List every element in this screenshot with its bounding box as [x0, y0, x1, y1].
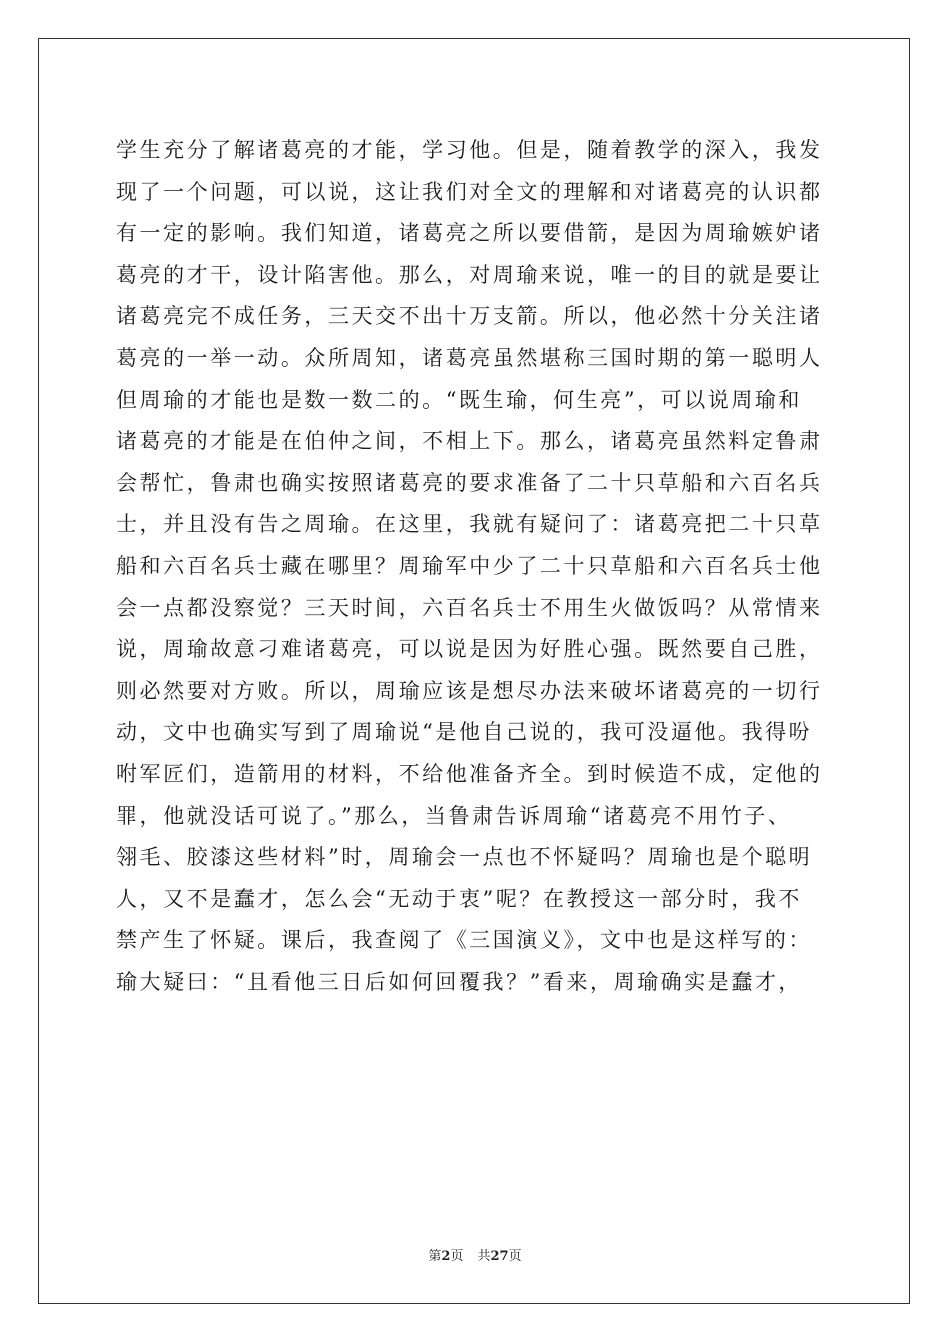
text-line: 有一定的影响。我们知道，诸葛亮之所以要借箭，是因为周瑜嫉妒诸 — [116, 221, 823, 246]
page-number-unit: 页 — [450, 1249, 464, 1264]
text-line: 禁产生了怀疑。课后，我查阅了《三国演义》，文中也是这样写的： — [116, 928, 812, 953]
text-line: 咐军匠们，造箭用的材料，不给他准备齐全。到时候造不成，定他的 — [116, 761, 823, 786]
total-page-count: 27 — [490, 1249, 509, 1264]
text-line: 葛亮的才干，设计陷害他。那么，对周瑜来说，唯一的目的就是要让 — [116, 262, 823, 287]
text-line: 人，又不是蠢才，怎么会“无动于衷”呢？在教授这一部分时，我不 — [116, 886, 802, 911]
text-line: 说，周瑜故意刁难诸葛亮，可以说是因为好胜心强。既然要自己胜， — [116, 637, 823, 662]
text-line: 会帮忙，鲁肃也确实按照诸葛亮的要求准备了二十只草船和六百名兵 — [116, 470, 823, 495]
total-pages-unit: 页 — [508, 1249, 522, 1264]
body-text — [116, 130, 836, 1003]
text-line: 诸葛亮完不成任务，三天交不出十万支箭。所以，他必然十分关注诸 — [116, 304, 823, 329]
text-line: 瑜大疑曰：“且看他三日后如何回覆我？”看来，周瑜确实是蠢才， — [116, 969, 802, 994]
page-footer — [0, 1248, 950, 1266]
text-line: 会一点都没察觉？三天时间，六百名兵士不用生火做饭吗？从常情来 — [116, 595, 823, 620]
text-line: 士，并且没有告之周瑜。在这里，我就有疑问了：诸葛亮把二十只草 — [116, 512, 823, 537]
text-line: 现了一个问题，可以说，这让我们对全文的理解和对诸葛亮的认识都 — [116, 179, 823, 204]
text-line: 诸葛亮的才能是在伯仲之间，不相上下。那么，诸葛亮虽然料定鲁肃 — [116, 429, 823, 454]
text-line: 但周瑜的才能也是数一数二的。“既生瑜，何生亮”，可以说周瑜和 — [116, 387, 802, 412]
page-number-prefix: 第 — [428, 1249, 442, 1264]
total-pages-prefix: 共 — [477, 1249, 491, 1264]
text-line: 罪，他就没话可说了。”那么，当鲁肃告诉周瑜“诸葛亮不用竹子、 — [116, 803, 792, 828]
text-line: 学生充分了解诸葛亮的才能，学习他。但是，随着教学的深入，我发 — [116, 138, 823, 162]
text-line: 翎毛、胶漆这些材料”时，周瑜会一点也不怀疑吗？周瑜也是个聪明 — [116, 845, 813, 870]
text-line: 动，文中也确实写到了周瑜说“是他自己说的，我可没逼他。我得吩 — [116, 720, 813, 745]
current-page-number: 2 — [441, 1249, 451, 1264]
text-line: 船和六百名兵士藏在哪里？周瑜军中少了二十只草船和六百名兵士他 — [116, 553, 823, 578]
text-line: 葛亮的一举一动。众所周知，诸葛亮虽然堪称三国时期的第一聪明人 — [116, 345, 823, 370]
text-line: 则必然要对方败。所以，周瑜应该是想尽办法来破坏诸葛亮的一切行 — [116, 678, 823, 703]
